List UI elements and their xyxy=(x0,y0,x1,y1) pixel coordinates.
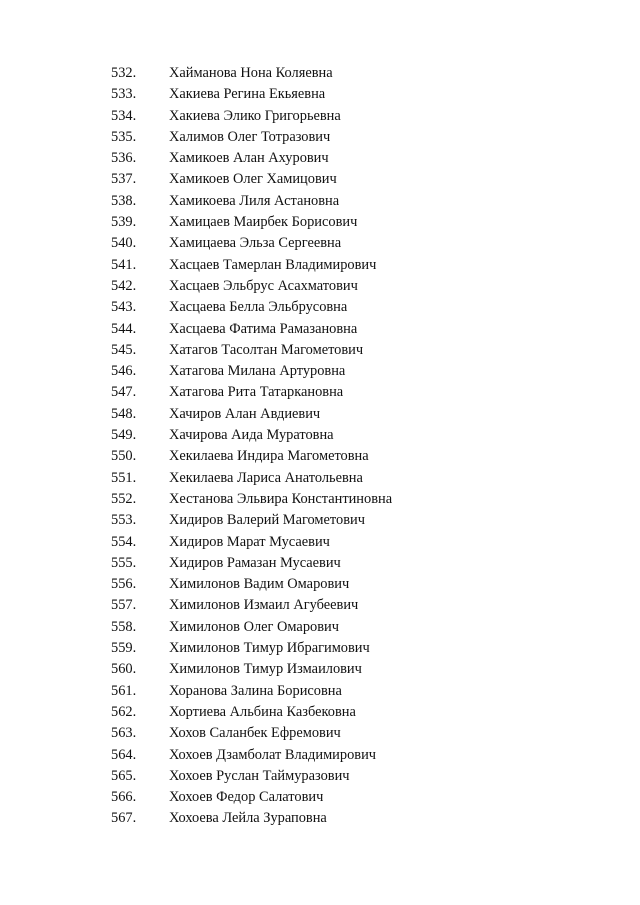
entry-name: Хидиров Рамазан Мусаевич xyxy=(169,554,341,571)
entry-number: 545. xyxy=(111,341,137,358)
entry-name: Хекилаева Индира Магометовна xyxy=(169,448,369,465)
list-item xyxy=(0,468,640,489)
list-item xyxy=(0,510,640,531)
list-item xyxy=(0,63,640,84)
entry-number: 566. xyxy=(111,789,137,806)
list-item xyxy=(0,84,640,105)
entry-number: 542. xyxy=(111,277,137,294)
entry-number: 547. xyxy=(111,384,137,401)
entry-number: 558. xyxy=(111,618,137,635)
entry-name: Хохов Саланбек Ефремович xyxy=(169,725,341,742)
entry-name: Хамицаева Эльза Сергеевна xyxy=(169,235,342,252)
list-item xyxy=(0,106,640,127)
list-item xyxy=(0,446,640,467)
entry-number: 533. xyxy=(111,86,137,103)
entry-number: 543. xyxy=(111,299,137,316)
entry-number: 565. xyxy=(111,767,137,784)
list-item xyxy=(0,233,640,254)
entry-number: 561. xyxy=(111,682,137,699)
entry-name: Химилонов Олег Омарович xyxy=(169,618,339,635)
entry-name: Хекилаева Лариса Анатольевна xyxy=(169,469,363,486)
entry-name: Хачиров Алан Авдиевич xyxy=(169,405,321,422)
list-item xyxy=(0,382,640,403)
entry-number: 546. xyxy=(111,363,137,380)
entry-number: 552. xyxy=(111,490,137,507)
entry-name: Хасцаев Тамерлан Владимирович xyxy=(169,256,377,273)
list-item xyxy=(0,169,640,190)
name-list xyxy=(0,63,640,830)
list-item xyxy=(0,148,640,169)
list-item xyxy=(0,595,640,616)
entry-name: Химилонов Тимур Измаилович xyxy=(169,661,362,678)
entry-number: 537. xyxy=(111,171,137,188)
entry-name: Хасцаев Эльбрус Асахматович xyxy=(169,277,358,294)
entry-name: Хасцаева Фатима Рамазановна xyxy=(169,320,358,337)
list-item xyxy=(0,425,640,446)
entry-name: Хохоев Дзамболат Владимирович xyxy=(169,746,377,763)
list-item xyxy=(0,340,640,361)
entry-name: Хамикоев Алан Ахурович xyxy=(169,150,329,167)
entry-name: Хохоев Федор Салатович xyxy=(169,789,324,806)
entry-name: Хатагова Рита Татаркановна xyxy=(169,384,344,401)
entry-number: 551. xyxy=(111,469,137,486)
entry-name: Хатагова Милана Артуровна xyxy=(169,363,346,380)
entry-name: Хакиева Элико Григорьевна xyxy=(169,107,341,124)
entry-name: Химилонов Измаил Агубеевич xyxy=(169,597,359,614)
entry-name: Хасцаева Белла Эльбрусовна xyxy=(169,299,348,316)
entry-name: Химилонов Вадим Омарович xyxy=(169,576,350,593)
entry-number: 532. xyxy=(111,65,137,81)
entry-number: 549. xyxy=(111,427,137,444)
entry-name: Хоранова Залина Борисовна xyxy=(169,682,342,699)
entry-number: 567. xyxy=(111,810,137,827)
list-item xyxy=(0,659,640,680)
entry-number: 540. xyxy=(111,235,137,252)
list-item xyxy=(0,297,640,318)
list-item xyxy=(0,702,640,723)
entry-name: Халимов Олег Тотразович xyxy=(169,128,331,145)
entry-number: 539. xyxy=(111,214,137,231)
entry-number: 563. xyxy=(111,725,137,742)
list-item xyxy=(0,681,640,702)
entry-name: Хайманова Нона Коляевна xyxy=(169,65,333,81)
entry-name: Хестанова Эльвира Константиновна xyxy=(169,490,393,507)
entry-name: Хатагов Тасолтан Магометович xyxy=(169,341,364,358)
entry-number: 544. xyxy=(111,320,137,337)
list-item xyxy=(0,404,640,425)
list-item xyxy=(0,787,640,808)
entry-name: Хидиров Марат Мусаевич xyxy=(169,533,330,550)
entry-number: 559. xyxy=(111,640,137,657)
entry-name: Хидиров Валерий Магометович xyxy=(169,512,365,529)
list-item xyxy=(0,723,640,744)
list-item xyxy=(0,638,640,659)
entry-number: 548. xyxy=(111,405,137,422)
entry-number: 536. xyxy=(111,150,137,167)
entry-name: Хохоев Руслан Таймуразович xyxy=(169,767,350,784)
list-item xyxy=(0,532,640,553)
entry-name: Хохоева Лейла Зураповна xyxy=(169,810,327,827)
entry-number: 538. xyxy=(111,192,137,209)
entry-number: 541. xyxy=(111,256,137,273)
entry-name: Хамикоева Лиля Астановна xyxy=(169,192,340,209)
list-item xyxy=(0,212,640,233)
entry-number: 557. xyxy=(111,597,137,614)
list-item xyxy=(0,766,640,787)
entry-name: Хачирова Аида Муратовна xyxy=(169,427,334,444)
entry-number: 534. xyxy=(111,107,137,124)
entry-name: Хамикоев Олег Хамицович xyxy=(169,171,337,188)
entry-number: 556. xyxy=(111,576,137,593)
entry-name: Химилонов Тимур Ибрагимович xyxy=(169,640,370,657)
list-item xyxy=(0,553,640,574)
entry-number: 553. xyxy=(111,512,137,529)
entry-name: Хамицаев Маирбек Борисович xyxy=(169,214,358,231)
list-item xyxy=(0,574,640,595)
list-item xyxy=(0,319,640,340)
entry-number: 550. xyxy=(111,448,137,465)
entry-number: 555. xyxy=(111,554,137,571)
list-item xyxy=(0,127,640,148)
entry-name: Хакиева Регина Екьяевна xyxy=(169,86,326,103)
list-item xyxy=(0,276,640,297)
list-item xyxy=(0,255,640,276)
entry-number: 535. xyxy=(111,128,137,145)
list-item xyxy=(0,745,640,766)
entry-number: 562. xyxy=(111,703,137,720)
entry-number: 560. xyxy=(111,661,137,678)
entry-number: 564. xyxy=(111,746,137,763)
entry-name: Хортиева Альбина Казбековна xyxy=(169,703,356,720)
list-item xyxy=(0,361,640,382)
list-item xyxy=(0,489,640,510)
entry-number: 554. xyxy=(111,533,137,550)
list-item xyxy=(0,808,640,829)
list-item xyxy=(0,617,640,638)
list-item xyxy=(0,191,640,212)
